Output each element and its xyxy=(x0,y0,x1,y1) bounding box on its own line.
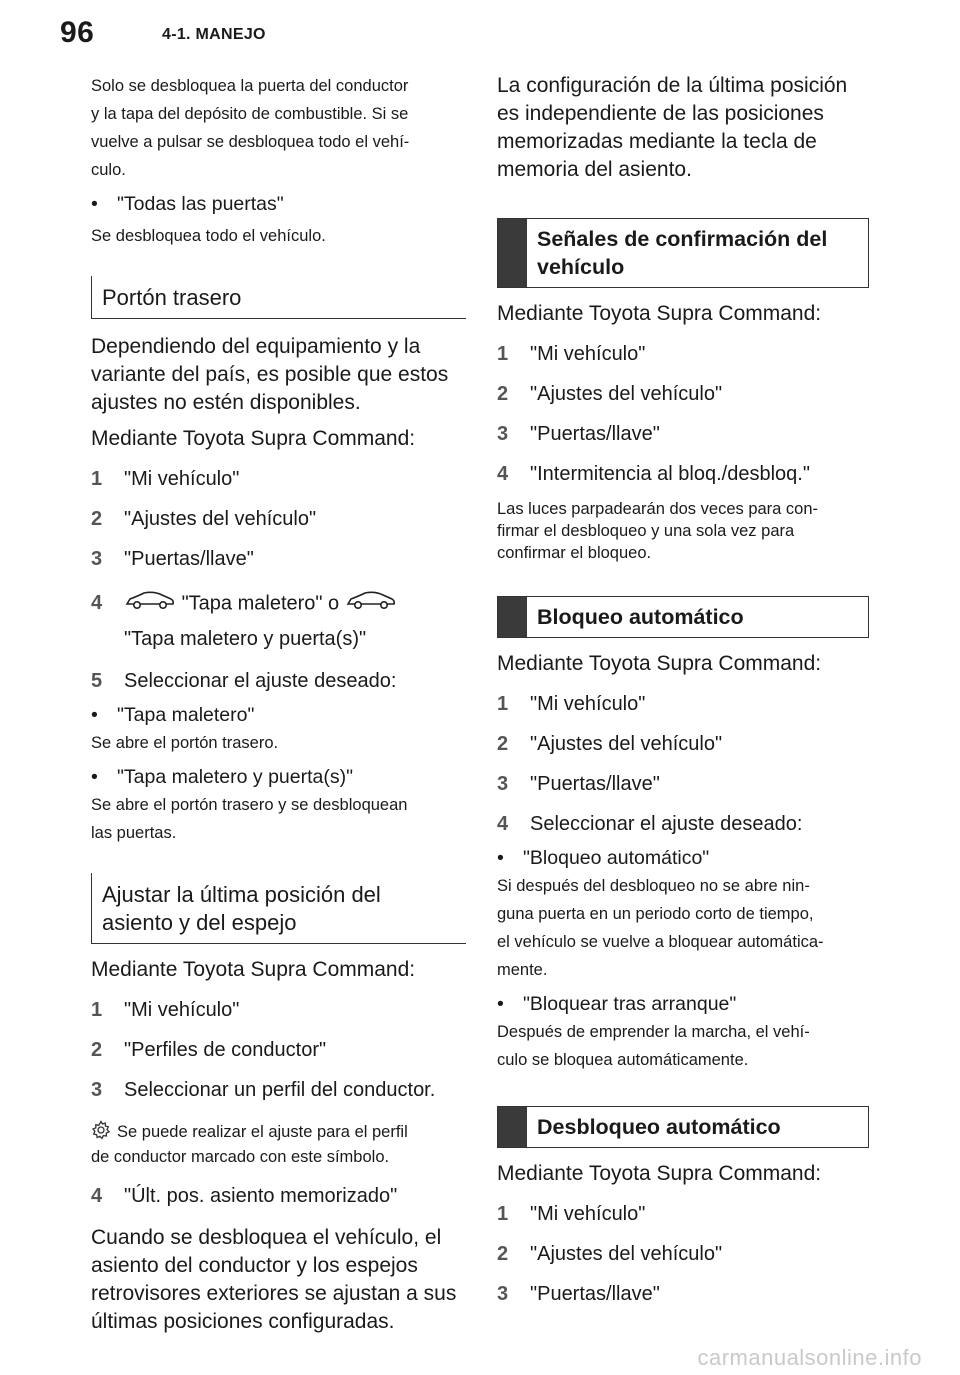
step-text: "Mi vehículo" xyxy=(124,999,240,1021)
bullet-text: "Bloquear tras arranque" xyxy=(523,993,737,1015)
step-text: "Ajustes del vehículo" xyxy=(530,383,723,405)
bullet-text: "Todas las puertas" xyxy=(117,193,284,215)
step-number: 3 xyxy=(91,1079,103,1101)
step-text: "Puertas/llave" xyxy=(530,1283,660,1305)
note-senales xyxy=(497,498,869,564)
note-text: Las luces parpadearán dos veces para con- xyxy=(497,500,819,518)
left-column xyxy=(91,72,466,1336)
step-text: "Perfiles de conductor" xyxy=(124,1039,327,1061)
note-text: Se abre el portón trasero y se desbloquean xyxy=(91,796,408,814)
step-item xyxy=(497,690,869,718)
step-text: "Puertas/llave" xyxy=(530,423,660,445)
note-text: Después de emprender la marcha, el vehí- xyxy=(497,1023,810,1041)
note-text: Se abre el portón trasero. xyxy=(91,734,279,752)
step-text: Seleccionar un perfil del conductor. xyxy=(124,1079,436,1101)
step-item xyxy=(91,1182,466,1210)
step-number: 3 xyxy=(497,773,509,795)
heading-text: vehículo xyxy=(537,255,625,279)
bullet-item: • "Bloquear tras arranque" xyxy=(497,990,869,1018)
step-item xyxy=(91,505,466,533)
command-intro: Mediante Toyota Supra Command: xyxy=(91,958,416,981)
note-text: confirmar el bloqueo. xyxy=(497,544,652,562)
step-item-continuation xyxy=(91,625,466,653)
command-intro: Mediante Toyota Supra Command: xyxy=(497,652,822,675)
step-number: 2 xyxy=(497,1243,509,1265)
step-text: "Mi vehículo" xyxy=(124,468,240,490)
text-line: y la tapa del depósito de combustible. Si se xyxy=(91,105,409,123)
step-item xyxy=(497,1280,869,1308)
heading-text: Bloqueo automático xyxy=(537,605,744,629)
note-text: el vehículo se vuelve a bloquear automática- xyxy=(497,933,824,951)
step-text: "Puertas/llave" xyxy=(530,773,660,795)
step-number: 4 xyxy=(91,592,103,614)
step-number: 3 xyxy=(497,1283,509,1305)
step-number: 4 xyxy=(91,1185,103,1207)
step-item xyxy=(497,730,869,758)
note-text: mente. xyxy=(497,961,548,979)
step-text: "Tapa maletero y puerta(s)" xyxy=(124,628,367,650)
command-intro: Mediante Toyota Supra Command: xyxy=(497,1162,822,1185)
note-text: Si después del desbloqueo no se abre nin- xyxy=(497,877,810,895)
step-item xyxy=(91,996,466,1024)
step-item xyxy=(497,460,869,488)
step-number: 2 xyxy=(497,383,509,405)
text-line: La configuración de la última posición xyxy=(497,74,848,97)
step-number: 4 xyxy=(497,463,509,485)
step-text: "Puertas/llave" xyxy=(124,548,254,570)
step-text: "Ajustes del vehículo" xyxy=(530,1243,723,1265)
closing-paragraph xyxy=(91,1224,466,1336)
step-text: "Mi vehículo" xyxy=(530,693,646,715)
note-text: firmar el desbloqueo y una sola vez para xyxy=(497,522,795,540)
step-number: 2 xyxy=(497,733,509,755)
gear-icon xyxy=(91,1120,111,1146)
step-number: 1 xyxy=(497,1203,509,1225)
section-heading-bloqueo xyxy=(497,596,869,638)
section-title: 4-1. MANEJO xyxy=(162,26,266,43)
step-item xyxy=(497,380,869,408)
text-line: Solo se desbloquea la puerta del conductor xyxy=(91,77,409,95)
step-item xyxy=(497,340,869,368)
step-number: 4 xyxy=(497,813,509,835)
step-text: "Tapa maletero" o xyxy=(181,592,340,615)
step-text: "Mi vehículo" xyxy=(530,343,646,365)
heading-text: Desbloqueo automático xyxy=(537,1115,781,1139)
bullet-item: • "Bloqueo automático" xyxy=(497,844,869,872)
heading-bar xyxy=(498,597,527,637)
step-number: 5 xyxy=(91,670,103,692)
text-line: retrovisores exteriores se ajustan a sus xyxy=(91,1282,457,1305)
section-heading-desbloqueo xyxy=(497,1106,869,1148)
heading-text: Ajustar la última posición del xyxy=(102,882,381,907)
text-line: últimas posiciones configuradas. xyxy=(91,1310,395,1333)
text-line: vuelve a pulsar se desbloquea todo el vehí- xyxy=(91,133,410,151)
step-number: 1 xyxy=(91,999,103,1021)
watermark: carmanualsonline.info xyxy=(697,1345,922,1370)
text-line: es independiente de las posiciones xyxy=(497,102,824,125)
step-text: Seleccionar el ajuste deseado: xyxy=(124,670,397,692)
step-item xyxy=(91,589,466,619)
porton-paragraph xyxy=(91,333,466,417)
intro-paragraph xyxy=(91,72,466,184)
command-intro: Mediante Toyota Supra Command: xyxy=(91,427,416,450)
bullet-text: "Tapa maletero" xyxy=(117,704,255,726)
step-item xyxy=(497,1200,869,1228)
section-heading-porton xyxy=(91,276,466,319)
text-line: ajustes no estén disponibles. xyxy=(91,391,361,414)
step-item xyxy=(91,1036,466,1064)
step-text: "Ajustes del vehículo" xyxy=(124,508,317,530)
command-intro: Mediante Toyota Supra Command: xyxy=(497,302,822,325)
step-item xyxy=(497,810,869,838)
step-number: 2 xyxy=(91,1039,103,1061)
step-number: 2 xyxy=(91,508,103,530)
step-item xyxy=(497,770,869,798)
step-number: 3 xyxy=(497,423,509,445)
bullet-item: • "Tapa maletero y puerta(s)" xyxy=(91,763,466,791)
step-item xyxy=(91,1076,466,1104)
step-text: "Últ. pos. asiento memorizado" xyxy=(124,1185,398,1207)
step-text: "Ajustes del vehículo" xyxy=(530,733,723,755)
bullet-item: • "Todas las puertas" xyxy=(91,190,466,218)
text-line: memoria del asiento. xyxy=(497,158,692,181)
note-text: las puertas. xyxy=(91,824,177,842)
text-line: Dependiendo del equipamiento y la xyxy=(91,335,421,358)
page-number: 96 xyxy=(60,16,95,49)
note-text: guna puerta en un periodo corto de tiempo, xyxy=(497,905,814,923)
heading-bar xyxy=(498,1107,527,1147)
gear-note xyxy=(91,1120,466,1168)
section-heading-senales xyxy=(497,218,869,288)
right-column xyxy=(497,72,869,1308)
text-line: variante del país, es posible que estos xyxy=(91,363,449,386)
bullet-text: "Tapa maletero y puerta(s)" xyxy=(117,766,354,788)
step-item xyxy=(91,667,466,695)
step-item xyxy=(497,1240,869,1268)
heading-text: asiento y del espejo xyxy=(102,910,297,935)
step-item xyxy=(91,465,466,493)
step-item xyxy=(497,420,869,448)
text-line: culo. xyxy=(91,161,126,179)
step-number: 1 xyxy=(91,468,103,490)
step-number: 3 xyxy=(91,548,103,570)
heading-text: Portón trasero xyxy=(102,285,242,310)
text-line: memorizadas mediante la tecla de xyxy=(497,130,817,153)
section-heading-ajustar xyxy=(91,873,466,944)
note-text: culo se bloquea automáticamente. xyxy=(497,1051,749,1069)
text-line: Cuando se desbloquea el vehículo, el xyxy=(91,1226,442,1249)
car-tailgate-icon xyxy=(124,589,176,619)
gear-note-text: de conductor marcado con este símbolo. xyxy=(91,1148,390,1166)
bullet-text: "Bloqueo automático" xyxy=(523,847,710,869)
step-text: Seleccionar el ajuste deseado: xyxy=(530,813,803,835)
step-text: "Intermitencia al bloq./desbloq." xyxy=(530,463,810,485)
heading-text: Señales de confirmación del xyxy=(537,227,828,251)
text-line: asiento del conductor y los espejos xyxy=(91,1254,418,1277)
step-text: "Mi vehículo" xyxy=(530,1203,646,1225)
step-number: 1 xyxy=(497,343,509,365)
heading-bar xyxy=(498,219,527,287)
gear-note-text: Se puede realizar el ajuste para el perfil xyxy=(117,1123,408,1141)
note-text: Se desbloquea todo el vehículo. xyxy=(91,227,326,245)
car-doors-icon xyxy=(345,589,397,619)
step-number: 1 xyxy=(497,693,509,715)
bullet-item: • "Tapa maletero" xyxy=(91,701,466,729)
step-item xyxy=(91,545,466,573)
intro-paragraph xyxy=(497,72,869,184)
